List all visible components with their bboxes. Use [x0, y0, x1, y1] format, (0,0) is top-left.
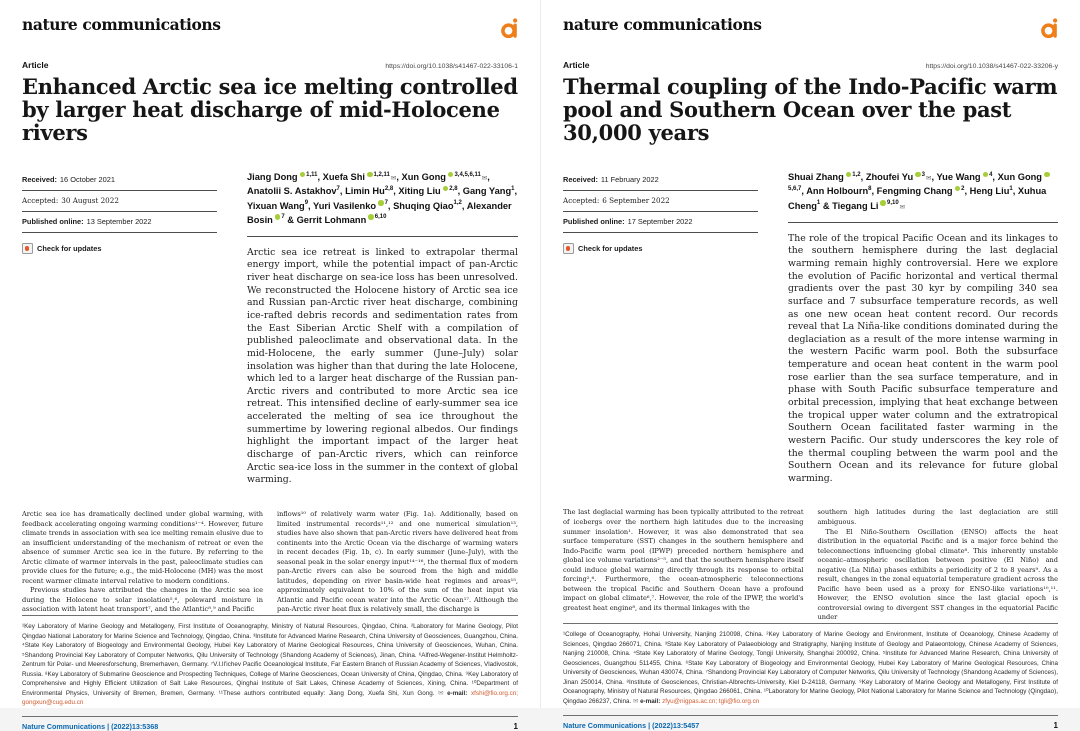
page-number: 1 — [1053, 720, 1058, 730]
author-separator: , — [461, 200, 467, 211]
body-columns — [563, 508, 1058, 623]
date-label: Accepted: — [22, 196, 59, 206]
author-affiliation-sup: 7 — [384, 199, 388, 206]
envelope-icon[interactable]: ✉ — [899, 203, 906, 211]
author — [788, 172, 866, 182]
author-separator: , — [871, 186, 877, 197]
authors-abstract-column — [788, 170, 1058, 485]
date-label: Published online: — [22, 217, 84, 227]
author-name: & Gerrit Lohmann — [287, 214, 367, 225]
author-affiliation-sup: 5,6,7 — [788, 185, 802, 192]
author — [866, 172, 937, 182]
author-name: Xuefa Shi — [322, 172, 366, 183]
article-title — [563, 75, 1058, 144]
body-column-2 — [818, 508, 1059, 623]
author-separator: , — [514, 186, 518, 197]
envelope-icon[interactable]: ✉ — [390, 175, 397, 183]
orcid-icon[interactable] — [443, 186, 449, 192]
envelope-icon[interactable]: ✉ — [481, 175, 488, 183]
author-affiliation-sup: 9 — [304, 199, 309, 206]
page-footer — [22, 716, 518, 731]
author-separator: , — [801, 186, 807, 197]
article-title-line: rivers — [22, 120, 88, 146]
author — [345, 186, 398, 196]
check-for-updates-badge[interactable] — [22, 243, 217, 254]
masthead — [563, 15, 1058, 39]
author-affiliation-sup: 4 — [989, 171, 993, 178]
author-affiliation-sup: 1,11 — [306, 171, 318, 178]
journal-wordmark: nature communications — [22, 15, 221, 34]
author-affiliation-sup: 1 — [816, 199, 821, 206]
author-name: Limin Hu — [345, 186, 385, 197]
dates-list — [22, 170, 217, 233]
author-name: & Tiegang Li — [822, 200, 879, 211]
author — [402, 172, 490, 182]
orcid-icon[interactable] — [300, 172, 306, 178]
author-name: Yuri Vasilenko — [313, 200, 377, 211]
date-value: 16 October 2021 — [59, 175, 115, 185]
orcid-icon[interactable] — [448, 172, 454, 178]
author-name: Xiting Liu — [398, 186, 441, 197]
author-separator: , — [396, 172, 402, 183]
article-title-line: 30,000 years — [563, 120, 710, 146]
author-affiliation-sup: 3 — [921, 171, 926, 178]
open-access-icon — [1041, 18, 1058, 39]
author-name: Gang Yang — [462, 186, 512, 197]
journal-citation: Nature Communications | (2022)13:5368 — [22, 722, 159, 731]
orcid-icon[interactable] — [983, 172, 989, 178]
author-separator: , — [964, 186, 970, 197]
crossmark-icon — [563, 243, 574, 254]
masthead — [22, 15, 518, 39]
article-title-line: Enhanced Arctic sea ice melting controlled — [22, 74, 518, 99]
author-separator: , — [860, 172, 866, 183]
author-separator: , — [339, 186, 346, 197]
date-label: Accepted: — [563, 196, 600, 206]
author-name: Xuhua Cheng — [788, 186, 1047, 211]
orcid-icon[interactable] — [846, 172, 852, 178]
author — [323, 172, 402, 182]
author-affiliation-sup: 3,4,5,6,11 — [454, 171, 481, 178]
orcid-icon[interactable] — [378, 200, 384, 206]
author-affiliation-sup: 7 — [281, 214, 285, 221]
author-affiliation-sup: 2,8 — [449, 185, 458, 192]
date-value: 11 February 2022 — [600, 175, 659, 185]
author-separator: , — [992, 172, 998, 183]
article-row — [563, 60, 1058, 70]
date-value: 17 September 2022 — [627, 217, 693, 227]
date-row — [22, 212, 217, 233]
abstract-text: Arctic sea ice retreat is linked to extrapolar thermal energy import, while the potential impact of pan-Arctic river heat discharge on sea-ice loss has been unresolved. We reconstructed the Holocene history of Arctic sea ice and Russian pan-Arctic river heat discharge, combining ice-rafted debris records and sedimentation rates from the East Siberian Arctic Shelf with a compilation of published paleoclimate and observational data. In the mid-Holocene, the early summer (June–July) solar insolation was higher than that during the late Holocene, which led to a larger heat discharge of the Russian pan-Arctic rivers and contributed to more Arctic sea ice retreat. This intensified decline of early-summer sea ice accelerated the melting of sea ice throughout the summertime by lowering regional albedos. Our findings highlight the important impact of the larger heat discharge of pan-Arctic rivers, which can reinforce Arctic sea-ice loss in the summer in the context of global warming. — [247, 236, 518, 487]
author-name: Jiang Dong — [247, 172, 298, 183]
authors-abstract-column — [247, 170, 518, 487]
author-separator: , — [317, 172, 323, 183]
author-name: Zhoufei Yu — [865, 172, 914, 183]
orcid-icon[interactable] — [368, 214, 374, 220]
dates-column — [22, 170, 217, 487]
author — [287, 215, 386, 225]
author-separator: , — [308, 200, 314, 211]
author-name: Yue Wang — [936, 172, 981, 183]
author-name: Yixuan Wang — [247, 200, 305, 211]
corresponding-email-links[interactable]: zfyu@nigpas.ac.cn; tgli@fio.org.cn — [662, 697, 760, 705]
article-type-label: Article — [563, 60, 590, 70]
author-name: Anatolii S. Astakhov — [247, 186, 337, 197]
author-affiliation-sup: 1 — [1009, 185, 1013, 192]
dates-column — [563, 170, 758, 485]
date-value: 6 September 2022 — [602, 196, 670, 206]
envelope-icon: ✉ — [633, 697, 639, 705]
orcid-icon[interactable] — [915, 172, 921, 178]
crossmark-icon — [22, 243, 33, 254]
check-for-updates-label: Check for updates — [37, 244, 102, 254]
article-info-section — [563, 170, 1058, 485]
orcid-icon[interactable] — [367, 172, 373, 178]
date-label: Published online: — [563, 217, 625, 227]
date-value: 13 September 2022 — [86, 217, 152, 227]
date-row — [563, 191, 758, 212]
author-name: Ann Holbourn — [806, 186, 869, 197]
article-page-right — [540, 0, 1080, 730]
body-paragraph: The El Niño-Southern Oscillation (ENSO) affects the heat distribution in the equatorial Pacific and is a major force behind the teleconnections influencing global climate⁸. This inherently unstable oceanic–atmospheric oscillation between positive (El Niño) and negative (La Niña) phases exhibits a periodicity of 2 to 8 years⁹. As a result, changes in the zonal equatorial temperature gradient across the Pacific have been used as a proxy for ENSO-like variations¹⁰,¹¹. However, the ENSO evolution since the last glacial epoch is controversial owing to divergent SST changes in the equatorial Pacific under — [817, 527, 1058, 622]
author — [936, 172, 997, 182]
body-paragraph: Previous studies have attributed the changes in the Arctic sea ice during the Holocene to solar insolation⁵,⁶, poleward moisture in association with latent heat transport⁷, and the Atlantic⁸,⁹ and Pacific — [22, 586, 263, 614]
author — [463, 186, 517, 196]
orcid-icon[interactable] — [880, 200, 886, 206]
body-column-1 — [563, 508, 804, 623]
author-name: Alexander Bosin — [247, 200, 512, 225]
article-title-line: Thermal coupling of the Indo-Pacific warm — [563, 74, 1058, 99]
author-name: Shuai Zhang — [788, 172, 844, 183]
affiliations-text: ¹Key Laboratory of Marine Geology and Metallogeny, First Institute of Oceanography, Ministry of Natural Resources, Qingdao, China. ²Laboratory for Marine Geology, Pilot Qingdao National Laboratory for Marine Science and Technology, Qingdao, China. ³Institute for Advanced Marine Research, China University of Geosciences, Guangzhou, China. ⁴State Key Laboratory of Biogeology and Environmental Geology, Hubei Key Laboratory of Marine Geological Resources, China University of Geosciences, Wuhan, China. ⁵Shandong Provincial Key Laboratory of Computer Networks, Qilu University of Technology (Shandong Academy of Sciences), Jinan, China. ⁶Alfred-Wegener-Institut Helmholtz-Zentrum für Polar- und Meeresforschung, Bremerhaven, Germany. ⁷V.I.Il'ichev Pacific Oceanological Institute, Far Eastern Branch of Russian Academy of Sciences, Vladivostok, Russia. ⁸Key Laboratory of Submarine Geoscience and Prospecting Techniques, College of Marine Geosciences, Ocean University of China, Qingdao, China. ⁹Key Laboratory of Comprehensive and Highly Efficient Utilization of Salt Lake Resources, Qinghai Institute of Salt Lakes, Chinese Academy of Sciences, Xining, China. ¹⁰Department of Environmental Physics, University of Bremen, Bremen, Germany. ¹¹These authors contributed equally: Jiang Dong, Xuefa Shi, Xun Gong. — [22, 622, 518, 697]
author-affiliation-sup: 2,8 — [384, 185, 394, 192]
article-title-line: by larger heat discharge of mid-Holocene — [22, 97, 500, 123]
author-affiliation-sup: 6,10 — [374, 214, 387, 221]
journal-citation: Nature Communications | (2022)13:5457 — [563, 720, 700, 730]
article-doi-link[interactable]: https://doi.org/10.1038/s41467-022-33206-y — [925, 63, 1058, 70]
author — [970, 186, 1018, 196]
journal-wordmark: nature communications — [563, 15, 762, 34]
author-affiliation-sup: 1,2 — [852, 171, 861, 178]
orcid-icon[interactable] — [955, 186, 961, 192]
body-column-1 — [22, 510, 263, 615]
author — [877, 186, 970, 196]
article-info-section — [22, 170, 518, 487]
email-label: e-mail: — [640, 697, 661, 705]
dates-list — [563, 170, 758, 233]
body-paragraph: Arctic sea ice has dramatically declined under global warming, with feedback accelerating ongoing warming conditions¹⁻⁴. However, future climate trends in association with sea ice melting remain elusive due to an insufficient understanding of the mechanism of retreat or even the absence of summer Arctic sea ice in the future. By referring to the Arctic climate of warmer intervals in the past, paleoclimate studies can provide clues for the future; e.g., the mid-Holocene (MH) was the most recent warmer climate interval relative to modern conditions. — [22, 509, 263, 585]
open-access-icon — [501, 18, 518, 39]
check-for-updates-badge[interactable] — [563, 243, 758, 254]
article-title — [22, 75, 518, 144]
date-label: Received: — [563, 175, 598, 185]
page-footer — [563, 715, 1058, 730]
author — [247, 186, 345, 196]
author-affiliation-sup: 2 — [961, 185, 965, 192]
date-row — [22, 170, 217, 191]
date-row — [22, 191, 217, 212]
author-separator: , — [457, 186, 463, 197]
author — [393, 201, 467, 211]
article-doi-link[interactable]: https://doi.org/10.1038/s41467-022-33106-1 — [385, 63, 518, 70]
author — [247, 201, 313, 211]
author-name: Xun Gong — [401, 172, 446, 183]
orcid-icon[interactable] — [1044, 172, 1050, 178]
author-affiliation-sup: 1 — [511, 185, 515, 192]
body-column-2 — [277, 510, 518, 615]
article-type-label: Article — [22, 60, 49, 70]
author-affiliation-sup: 1,2 — [453, 199, 462, 206]
author-affiliation-sup: 8 — [868, 185, 872, 192]
author — [313, 201, 393, 211]
check-for-updates-label: Check for updates — [578, 244, 643, 254]
author-separator: , — [387, 200, 394, 211]
date-label: Received: — [22, 175, 57, 185]
authors-line — [788, 170, 1058, 212]
envelope-icon: ✉ — [438, 689, 444, 697]
article-title-line: pool and Southern Ocean over the past — [563, 97, 1012, 123]
author-name: Xun Gong — [997, 172, 1042, 183]
author-separator: , — [487, 172, 490, 183]
page-number: 1 — [513, 722, 518, 731]
body-paragraph: southern high latitudes during the last deglaciation are still ambiguous. — [817, 508, 1058, 527]
body-paragraph: The last deglacial warming has been typically attributed to the retreat of icebergs over the northern high latitudes due to the increasing summer insolation¹. However, it was also demonstrated that sea surface temperature (SST) changes in the southern hemisphere and Indo-Pacific warm pool (IPWP) preceded northern hemisphere and global ice volume variations²⁻⁵, and that the southern hemisphere itself could induce global warming directly through its response to orbital forcing²,⁶. Furthermore, the ocean-atmospheric teleconnections between the tropical Pacific and Southern Ocean have a profound impact on global climate⁶,⁷. However, the role of the IPWP, the world's greatest heat engine⁸, and its thermal linkages with the — [563, 508, 804, 612]
author-name: Heng Liu — [969, 186, 1010, 197]
date-row — [563, 170, 758, 191]
affiliations-footnote — [563, 623, 1058, 707]
author-affiliation-sup: 7 — [336, 185, 340, 192]
author-name: Shuqing Qiao — [393, 200, 454, 211]
author-affiliation-sup: 9,10 — [886, 199, 899, 206]
orcid-icon[interactable] — [275, 214, 281, 220]
author — [806, 186, 876, 196]
email-label: e-mail: — [447, 689, 468, 697]
authors-line — [247, 170, 518, 227]
author-separator: , — [1012, 186, 1018, 197]
body-paragraph: inflows¹⁰ of relatively warm water (Fig. 1a). Additionally, based on limited instrumental records¹¹,¹² and one numerical simulation¹³, studies have also shown that pan-Arctic rivers have delivered heat from continents into the Arctic Ocean via the discharge of warming waters in recent decades (Fig. 1b, c). In early summer (June–July), with the seasonal peak in the solar energy input¹⁴⁻¹⁶, the thermal flux of modern pan-Arctic rivers can also be sourced from the high and middle latitudes, depending on river basin-wide heat regimes and areas¹⁵, approximately equivalent to 10% of the sum of the heat input via Atlantic and Pacific ocean water into the Arctic Ocean¹⁷. Although the pan-Arctic river heat flux is relatively small, the discharge is — [277, 509, 518, 614]
date-row — [563, 212, 758, 233]
author-separator: , — [393, 186, 399, 197]
author-name: Fengming Chang — [876, 186, 953, 197]
author-separator: , — [931, 172, 937, 183]
affiliations-footnote — [22, 615, 518, 708]
author — [247, 172, 323, 182]
author — [823, 201, 905, 211]
date-value: 30 August 2022 — [61, 196, 119, 206]
author — [398, 186, 462, 196]
affiliations-text: ¹College of Oceanography, Hohai University, Nanjing 210098, China. ²Key Laboratory of Marine Geology and Environment, Institute of Oceanology, Chinese Academy of Sciences, Qingdao 266071, China. ³State Key Laboratory of Palaeobiology and Stratigraphy, Nanjing Institute of Geology and Palaeontology, Chinese Academy of Sciences, Nanjing 210008, China. ⁴State Key Laboratory of Marine Geology, Tongji University, Shanghai 200092, China. ⁵Institute for Advanced Marine Research, China University of Geosciences, Guangzhou 511455, China. ⁶State Key Laboratory of Biogeology and Environmental Geology, Hubei Key Laboratory of Marine Geological Resources, China University of Geosciences, Wuhan 430074, China. ⁷Shandong Provincial Key Laboratory of Computer Networks, Qilu University of Technology (Shandong Academy of Sciences), Jinan 250014, China. ⁸Institute of Geosciences, Christian-Albrechts-University, Kiel D-24118, Germany. ⁹Key Laboratory of Marine Geology and Metallogeny, First Institute of Oceanography, Ministry of Natural Resources, Qingdao 266061, China. ¹⁰Laboratory for Marine Geology, Pilot National Laboratory for Marine Science and Technology (Qingdao), Qingdao 266237, China. — [563, 631, 1058, 705]
author-affiliation-sup: 1,2,11 — [373, 171, 390, 178]
abstract-text: The role of the tropical Pacific Ocean and its linkages to the southern hemisphere during the last deglacial warming remain highly controversial. Here we explore the evolution of Pacific horizontal and vertical thermal gradients over the past 30 kyr by compiling 340 sea surface and 7 subsurface temperature records, as well as one new ocean heat content record. Our records reveal that La Niña-like conditions dominated during the deglaciation as a result of the more intense warming in the western Pacific warm pool. Both the subsurface temperature and ocean heat content in the warm pool rose earlier than the sea surface temperature, and in phase with South Pacific subsurface temperature and orbital precession, implying that heat exchange between the tropical upper water column and the extratropical Southern Ocean facilitated faster warming in the western Pacific. Our study underscores the key role of the thermal coupling between the warm pool and the Southern Ocean and its relevance for future global warming. — [788, 222, 1058, 486]
article-row — [22, 60, 518, 70]
envelope-icon[interactable]: ✉ — [926, 175, 932, 183]
body-columns — [22, 510, 518, 615]
corresponding-email-links[interactable]: xfshi@fio.org.cn; gongxun@cug.edu.cn — [22, 689, 519, 707]
